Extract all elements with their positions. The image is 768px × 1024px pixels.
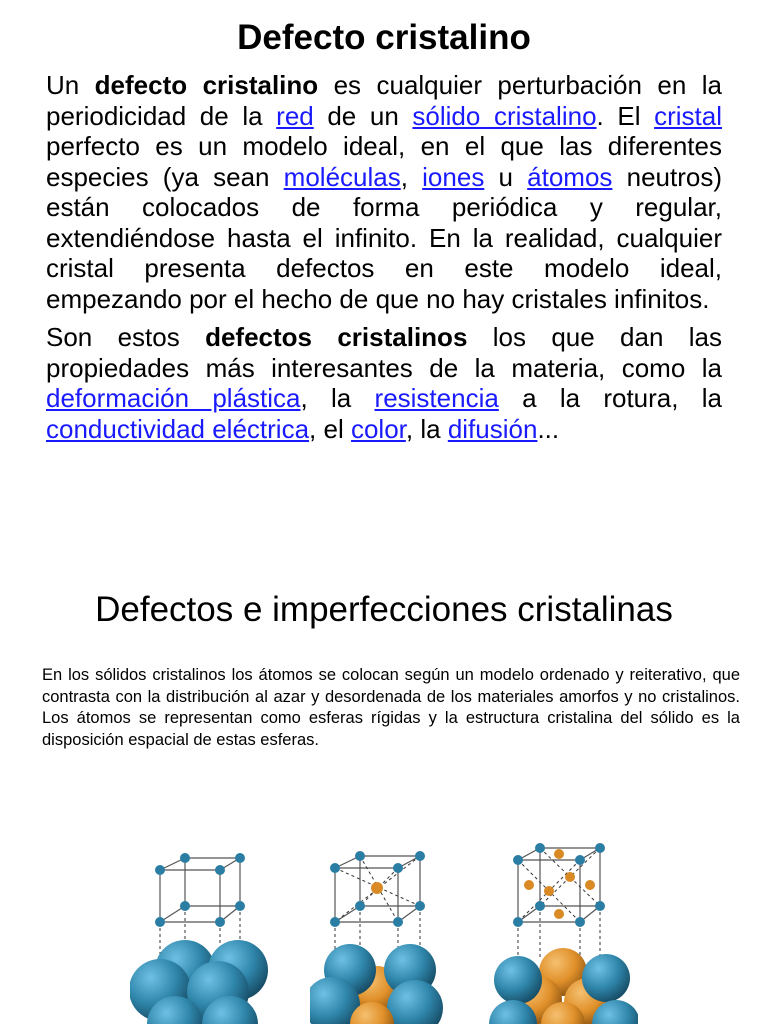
text: . El [596,100,655,131]
text: Un [46,70,95,100]
slide2-title: Defectos e imperfecciones cristalinas [95,590,673,629]
link-cristal[interactable]: cristal [654,100,722,131]
text: u [484,161,528,192]
slide2-body: En los sólidos cristalinos los átomos se colocan según un modelo ordenado y reiterativo, que contrasta con la distribución al azar y desordenada de los materiales amorfos y no cristalinos. Los átomos se representan como esferas rígidas y la estructura cristalina del sólido es la disposición espacial de estas esferas. [42,666,740,749]
text: , el [309,413,351,444]
crystal-structure-figures [120,830,660,1024]
text: neutros) están colocados de forma periódica y regular, extendiéndose hasta el infinito. En la realidad, cualquier cristal presenta defectos en este modelo ideal, empezando por el hecho de que no hay cristales infinitos. [46,161,722,314]
text: perfecto es un modelo ideal, en el que las diferentes especies (ya sean [46,131,722,192]
link-solido-cristalino[interactable]: sólido cristalino [412,100,597,131]
paragraph-2 [46,322,722,444]
text: Son estos [46,322,206,352]
link-color[interactable]: color [350,413,406,444]
link-atomos[interactable]: átomos [527,161,613,192]
face-centered-cubic-lattice-figure [488,830,638,1024]
bold-term: defectos cristalinos [205,322,468,352]
link-difusion[interactable]: difusión [447,413,538,444]
text: es cualquier perturbación en la periodicidad de la [46,70,722,131]
paragraph-1 [46,70,722,314]
link-moleculas[interactable]: moléculas [283,161,401,192]
text: , la [405,413,448,444]
link-deformacion-plastica[interactable]: deformación plástica [46,383,301,413]
text: a la rotura, la [498,383,722,413]
slide-title: Defecto cristalino [237,18,531,57]
slide-defecto-cristalino [0,0,768,500]
simple-cubic-lattice-figure [130,830,270,1024]
link-iones[interactable]: iones [422,161,485,192]
text: ... [537,413,560,444]
body-centered-cubic-lattice-figure [310,830,450,1024]
text: de un [313,100,413,131]
link-resistencia[interactable]: resistencia [374,383,499,413]
link-conductividad-electrica[interactable]: conductividad eléctrica [46,413,310,444]
bold-term: defecto cristalino [94,70,319,100]
link-red[interactable]: red [276,100,314,131]
text: , la [300,383,375,413]
slide-body [46,70,722,444]
text: los que dan las propiedades más interesantes de la materia, como la [46,322,722,383]
text: , [400,161,423,192]
